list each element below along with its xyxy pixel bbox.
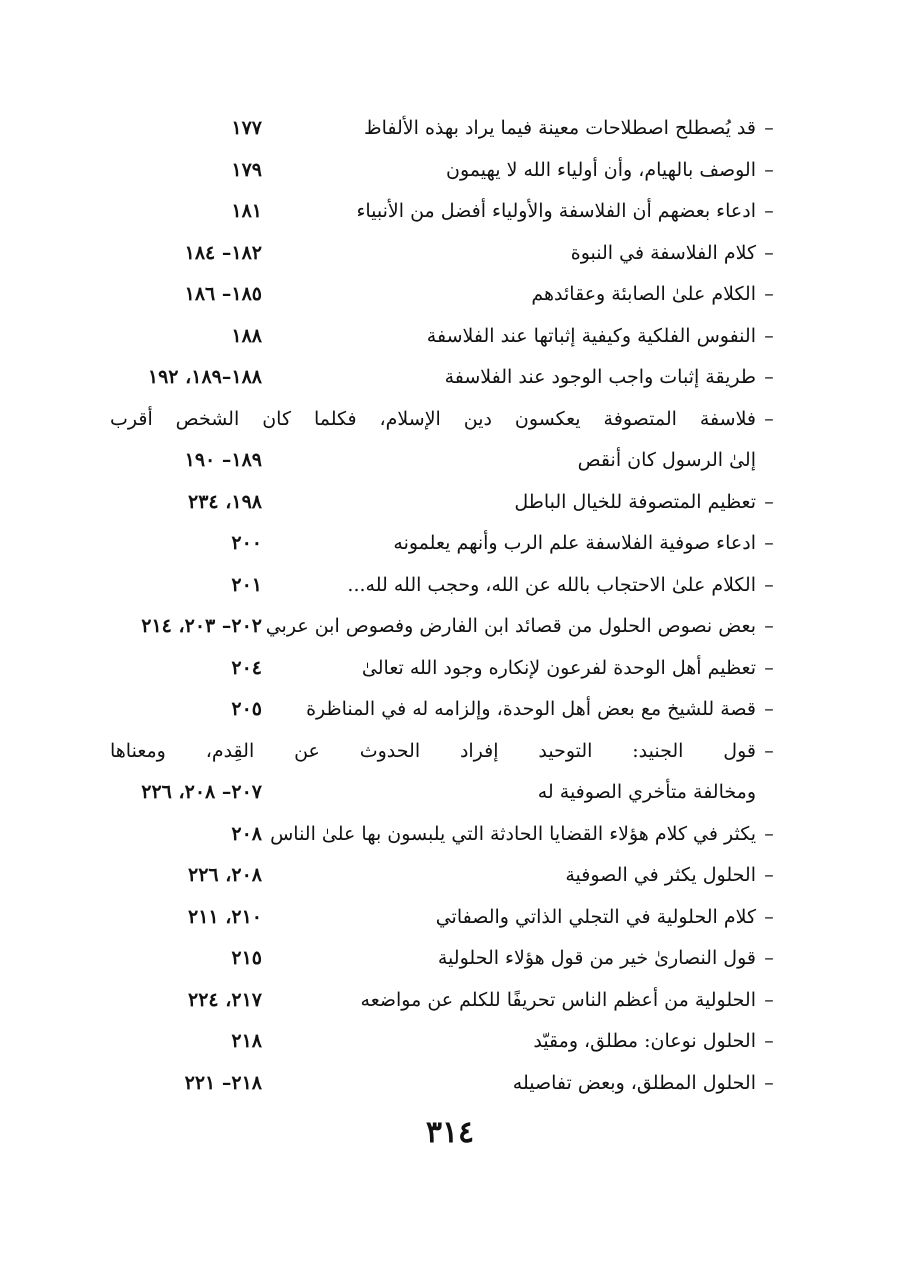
entry-row (110, 357, 756, 399)
entry-text: كلام الحلولية في التجلي الذاتي والصفاتي (435, 905, 756, 928)
index-entry (110, 150, 782, 192)
entry-row (110, 482, 756, 524)
entry-row (110, 191, 756, 233)
entry-pages: ٢٠٨، ٢٢٦ (188, 864, 262, 886)
entry-dash: – (764, 283, 774, 305)
entry-body (110, 565, 756, 607)
entry-text: إلىٰ الرسول كان أنقص (577, 449, 756, 471)
entry-dash: – (764, 366, 774, 388)
entry-body (110, 1021, 756, 1063)
entry-pages: ٢٠٠ (231, 532, 262, 554)
entry-text-first-line: فلاسفة المتصوفة يعكسون دين الإسلام، فكلما كان الشخص أقرب (110, 407, 756, 430)
entry-row (110, 980, 756, 1022)
entry-text: قول النصارىٰ خير من قول هؤلاء الحلولية (437, 947, 756, 969)
entry-dash: – (764, 324, 774, 347)
entry-pages: ٢٠٨ (231, 822, 262, 845)
entry-dash: – (764, 490, 774, 513)
entry-pages: ١٨٩– ١٩٠ (184, 449, 262, 471)
index-entry (110, 648, 782, 690)
entry-text: الكلام علىٰ الصابئة وعقائدهم (531, 283, 756, 305)
entry-row (110, 150, 756, 192)
entry-dash: – (764, 988, 774, 1011)
index-entry (110, 689, 782, 731)
entry-text: قصة للشيخ مع بعض أهل الوحدة، وإلزامه له في المناظرة (306, 698, 756, 720)
index-entry (110, 980, 782, 1022)
index-entry (110, 731, 782, 814)
entry-row (110, 1063, 756, 1105)
entry-dash: – (764, 1030, 774, 1052)
index-entry (110, 1021, 782, 1063)
page-number: ٣١٤ (425, 1115, 475, 1150)
entry-row (110, 274, 756, 316)
index-entry (110, 606, 782, 648)
index-entry (110, 482, 782, 524)
entry-pages: ١٨٨ (231, 324, 262, 347)
entry-body (110, 316, 756, 358)
entry-body (110, 357, 756, 399)
entry-pages: ٢١٥ (231, 947, 262, 969)
index-entry (110, 233, 782, 275)
entry-pages: ٢١٧، ٢٢٤ (188, 988, 262, 1011)
entry-body (110, 482, 756, 524)
entry-pages: ٢٠٤ (231, 656, 262, 679)
entry-dash: – (764, 1071, 774, 1094)
entry-text: ادعاء صوفية الفلاسفة علم الرب وأنهم يعلمونه (393, 532, 756, 554)
entry-body (110, 150, 756, 192)
entry-row (110, 689, 756, 731)
index-entry (110, 191, 782, 233)
entry-body (110, 523, 756, 565)
entry-body (110, 814, 756, 856)
index-entry (110, 897, 782, 939)
entry-text: يكثر في كلام هؤلاء القضايا الحادثة التي يلبسون بها علىٰ الناس (270, 822, 756, 845)
index-list (110, 108, 782, 1104)
entry-body (110, 191, 756, 233)
entry-body (110, 233, 756, 275)
entry-dash: – (764, 573, 774, 596)
entry-dash: – (764, 200, 774, 222)
index-entry (110, 855, 782, 897)
entry-text: الوصف بالهيام، وأن أولياء الله لا يهيمون (446, 158, 756, 181)
entry-text: الحلول المطلق، وبعض تفاصيله (512, 1071, 756, 1094)
entry-dash: – (764, 532, 774, 554)
entry-pages: ١٨١ (231, 200, 262, 222)
entry-dash: – (764, 864, 774, 886)
entry-pages: ٢١٨ (231, 1030, 262, 1052)
entry-pages: ٢١٠، ٢١١ (188, 905, 262, 928)
entry-pages: ١٧٩ (231, 158, 262, 181)
entry-row (110, 606, 756, 648)
entry-text: ومخالفة متأخري الصوفية له (537, 781, 756, 803)
entry-text: بعض نصوص الحلول من قصائد ابن الفارض وفصوص ابن عربي (265, 615, 756, 637)
entry-text: الكلام علىٰ الاحتجاب بالله عن الله، وحجب الله لله... (347, 573, 756, 596)
entry-text: الحلول يكثر في الصوفية (565, 864, 756, 886)
index-entry (110, 274, 782, 316)
entry-body (110, 980, 756, 1022)
entry-row (110, 233, 756, 275)
entry-row (110, 316, 756, 358)
entry-row (110, 855, 756, 897)
entry-body (110, 606, 756, 648)
entry-body (110, 1063, 756, 1105)
entry-body (110, 731, 756, 814)
entry-pages: ١٩٨، ٢٣٤ (188, 490, 262, 513)
entry-pages: ٢١٨– ٢٢١ (184, 1071, 262, 1094)
entry-text: طريقة إثبات واجب الوجود عند الفلاسفة (444, 366, 756, 388)
index-entry (110, 399, 782, 482)
entry-row (110, 648, 756, 690)
entry-row (110, 440, 756, 482)
entry-dash: – (764, 656, 774, 679)
entry-text: الحلولية من أعظم الناس تحريفًا للكلم عن مواضعه (360, 988, 756, 1011)
entry-dash: – (764, 739, 774, 762)
index-entry (110, 316, 782, 358)
entry-pages: ٢٠١ (231, 573, 262, 596)
entry-row (110, 897, 756, 939)
entry-dash: – (764, 698, 774, 720)
entry-row (110, 814, 756, 856)
index-entry (110, 938, 782, 980)
entry-text: تعظيم المتصوفة للخيال الباطل (514, 490, 756, 513)
entry-text-first-line: قول الجنيد: التوحيد إفراد الحدوث عن القِدم، ومعناها (110, 739, 756, 762)
entry-dash: – (764, 947, 774, 969)
entry-body (110, 108, 756, 150)
entry-text: تعظيم أهل الوحدة لفرعون لإنكاره وجود الله تعالىٰ (361, 656, 756, 679)
entry-pages: ١٨٨–١٨٩، ١٩٢ (147, 366, 262, 388)
entry-pages: ١٧٧ (231, 117, 262, 139)
entry-row (110, 565, 756, 607)
entry-text: ادعاء بعضهم أن الفلاسفة والأولياء أفضل من الأنبياء (356, 200, 756, 222)
entry-row (110, 772, 756, 814)
index-entry (110, 357, 782, 399)
entry-text: الحلول نوعان: مطلق، ومقيّد (533, 1030, 756, 1052)
entry-body (110, 938, 756, 980)
index-entry (110, 108, 782, 150)
entry-pages: ١٨٥– ١٨٦ (184, 283, 262, 305)
entry-dash: – (764, 905, 774, 928)
entry-body (110, 274, 756, 316)
entry-body (110, 897, 756, 939)
entry-text: قد يُصطلح اصطلاحات معينة فيما يراد بهذه الألفاظ (364, 117, 756, 139)
index-entry (110, 1063, 782, 1105)
entry-text: النفوس الفلكية وكيفية إثباتها عند الفلاسفة (426, 324, 756, 347)
entry-dash: – (764, 822, 774, 845)
entry-body (110, 689, 756, 731)
entry-body (110, 399, 756, 482)
entry-pages: ٢٠٢– ٢٠٣، ٢١٤ (141, 615, 262, 637)
entry-row (110, 1021, 756, 1063)
entry-pages: ٢٠٥ (231, 698, 262, 720)
entry-dash: – (764, 241, 774, 264)
entry-row (110, 938, 756, 980)
entry-text: كلام الفلاسفة في النبوة (570, 241, 756, 264)
entry-dash: – (764, 117, 774, 139)
entry-dash: – (764, 158, 774, 181)
index-entry (110, 814, 782, 856)
entry-dash: – (764, 615, 774, 637)
index-entry (110, 523, 782, 565)
entry-body (110, 648, 756, 690)
entry-pages: ١٨٢– ١٨٤ (184, 241, 262, 264)
entry-body (110, 855, 756, 897)
entry-row (110, 523, 756, 565)
entry-pages: ٢٠٧– ٢٠٨، ٢٢٦ (141, 781, 262, 803)
entry-row (110, 108, 756, 150)
entry-dash: – (764, 407, 774, 430)
index-entry (110, 565, 782, 607)
